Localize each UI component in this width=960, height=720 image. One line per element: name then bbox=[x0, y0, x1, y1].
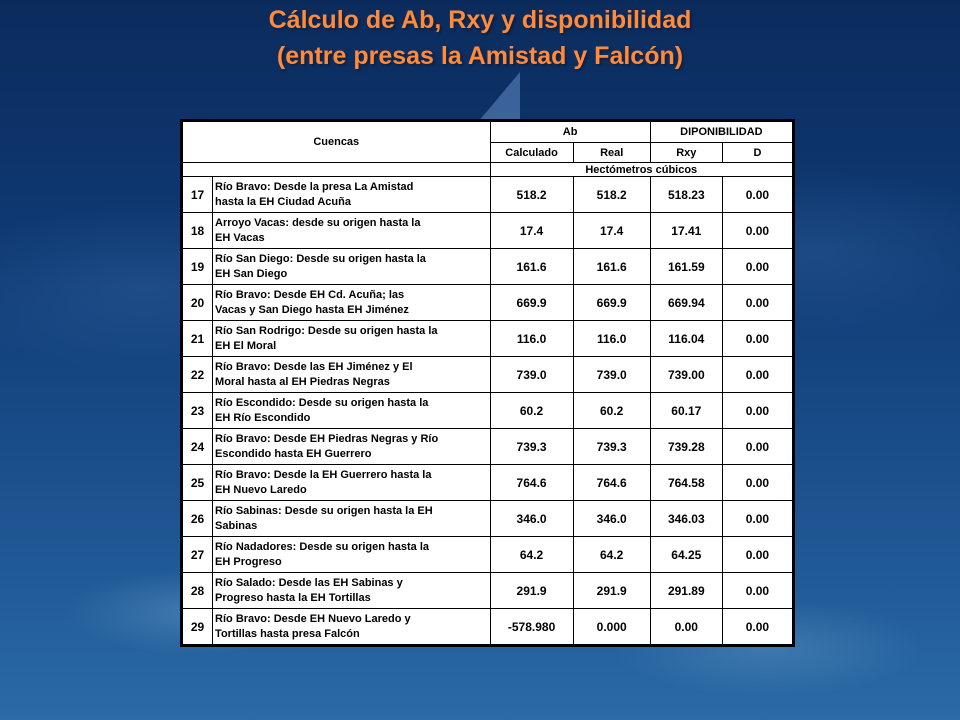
description-line-2: Escondido hasta EH Guerrero bbox=[215, 447, 372, 460]
cell-rxy: 518.23 bbox=[650, 177, 722, 213]
cell-real: 739.3 bbox=[573, 429, 650, 465]
cell-real: 17.4 bbox=[573, 213, 650, 249]
description-line-1: Río Bravo: Desde la EH Guerrero hasta la bbox=[215, 468, 432, 481]
cell-rxy: 17.41 bbox=[650, 213, 722, 249]
description-line-1: Río Nadadores: Desde su origen hasta la bbox=[215, 540, 429, 553]
row-number: 28 bbox=[183, 573, 213, 609]
units-spacer bbox=[183, 163, 491, 177]
row-number: 25 bbox=[183, 465, 213, 501]
row-number: 29 bbox=[183, 609, 213, 645]
description-line-2: Moral hasta al EH Piedras Negras bbox=[215, 375, 390, 388]
description-line-2: Vacas y San Diego hasta EH Jiménez bbox=[215, 303, 409, 316]
cell-rxy: 161.59 bbox=[650, 249, 722, 285]
description-line-1: Río Sabinas: Desde su origen hasta la EH bbox=[215, 504, 433, 517]
cell-d: 0.00 bbox=[722, 213, 792, 249]
header-calculado: Calculado bbox=[490, 143, 573, 163]
description-line-2: EH Progreso bbox=[215, 555, 282, 568]
table-row bbox=[183, 465, 793, 501]
cell-calculado: 669.9 bbox=[490, 285, 573, 321]
table-row bbox=[183, 501, 793, 537]
cell-d: 0.00 bbox=[722, 249, 792, 285]
row-description bbox=[213, 213, 490, 249]
cell-d: 0.00 bbox=[722, 393, 792, 429]
cell-real: 64.2 bbox=[573, 537, 650, 573]
cell-calculado: 60.2 bbox=[490, 393, 573, 429]
row-number: 17 bbox=[183, 177, 213, 213]
cell-d: 0.00 bbox=[722, 357, 792, 393]
row-description bbox=[213, 501, 490, 537]
table-row bbox=[183, 537, 793, 573]
title-line-2: (entre presas la Amistad y Falcón) bbox=[276, 42, 684, 70]
cell-d: 0.00 bbox=[722, 573, 792, 609]
cell-real: 669.9 bbox=[573, 285, 650, 321]
row-number: 19 bbox=[183, 249, 213, 285]
description-line-1: Río Bravo: Desde EH Piedras Negras y Río bbox=[215, 432, 439, 445]
row-number: 26 bbox=[183, 501, 213, 537]
cell-d: 0.00 bbox=[722, 285, 792, 321]
description-line-1: Arroyo Vacas: desde su origen hasta la bbox=[215, 216, 421, 229]
cell-d: 0.00 bbox=[722, 465, 792, 501]
table-row bbox=[183, 213, 793, 249]
description-line-1: Río Bravo: Desde la presa La Amistad bbox=[215, 180, 414, 193]
cell-calculado: 739.0 bbox=[490, 357, 573, 393]
table-row bbox=[183, 393, 793, 429]
row-description bbox=[213, 573, 490, 609]
table-row bbox=[183, 429, 793, 465]
description-line-1: Río Bravo: Desde las EH Jiménez y El bbox=[215, 360, 413, 373]
row-description bbox=[213, 609, 490, 645]
table-row bbox=[183, 285, 793, 321]
cell-rxy: 764.58 bbox=[650, 465, 722, 501]
cell-calculado: 764.6 bbox=[490, 465, 573, 501]
row-number: 18 bbox=[183, 213, 213, 249]
description-line-2: EH Río Escondido bbox=[215, 411, 311, 424]
row-description bbox=[213, 393, 490, 429]
header-disponibilidad: DIPONIBILIDAD bbox=[650, 122, 792, 143]
table-row bbox=[183, 321, 793, 357]
cell-calculado: 116.0 bbox=[490, 321, 573, 357]
cell-real: 764.6 bbox=[573, 465, 650, 501]
cell-calculado: 346.0 bbox=[490, 501, 573, 537]
cell-calculado: 518.2 bbox=[490, 177, 573, 213]
header-cuencas: Cuencas bbox=[183, 122, 491, 163]
cell-calculado: -578.980 bbox=[490, 609, 573, 645]
header-rxy: Rxy bbox=[650, 143, 722, 163]
row-number: 24 bbox=[183, 429, 213, 465]
description-line-1: Río Bravo: Desde EH Cd. Acuña; las bbox=[215, 288, 405, 301]
cell-rxy: 669.94 bbox=[650, 285, 722, 321]
cell-real: 518.2 bbox=[573, 177, 650, 213]
cell-rxy: 116.04 bbox=[650, 321, 722, 357]
cell-rxy: 0.00 bbox=[650, 609, 722, 645]
row-number: 20 bbox=[183, 285, 213, 321]
cell-rxy: 60.17 bbox=[650, 393, 722, 429]
cell-calculado: 291.9 bbox=[490, 573, 573, 609]
cell-d: 0.00 bbox=[722, 501, 792, 537]
table-row bbox=[183, 357, 793, 393]
header-real: Real bbox=[573, 143, 650, 163]
cell-real: 161.6 bbox=[573, 249, 650, 285]
row-description bbox=[213, 465, 490, 501]
description-line-1: Río San Diego: Desde su origen hasta la bbox=[215, 252, 426, 265]
cell-d: 0.00 bbox=[722, 321, 792, 357]
cell-real: 116.0 bbox=[573, 321, 650, 357]
cell-rxy: 739.28 bbox=[650, 429, 722, 465]
description-line-2: EH El Moral bbox=[215, 339, 277, 352]
cell-rxy: 64.25 bbox=[650, 537, 722, 573]
cell-d: 0.00 bbox=[722, 177, 792, 213]
cell-rxy: 291.89 bbox=[650, 573, 722, 609]
cell-real: 739.0 bbox=[573, 357, 650, 393]
row-description bbox=[213, 177, 490, 213]
slide-title bbox=[0, 2, 960, 74]
description-line-1: Río San Rodrigo: Desde su origen hasta la bbox=[215, 324, 438, 337]
cell-d: 0.00 bbox=[722, 537, 792, 573]
cell-real: 60.2 bbox=[573, 393, 650, 429]
table-row bbox=[183, 573, 793, 609]
description-line-2: Progreso hasta la EH Tortillas bbox=[215, 591, 371, 604]
cell-calculado: 17.4 bbox=[490, 213, 573, 249]
table-row bbox=[183, 177, 793, 213]
header-ab: Ab bbox=[490, 122, 650, 143]
row-number: 21 bbox=[183, 321, 213, 357]
description-line-1: Río Bravo: Desde EH Nuevo Laredo y bbox=[215, 612, 411, 625]
availability-table bbox=[180, 119, 795, 647]
description-line-2: hasta la EH Ciudad Acuña bbox=[215, 195, 351, 208]
cell-calculado: 739.3 bbox=[490, 429, 573, 465]
row-number: 22 bbox=[183, 357, 213, 393]
row-description bbox=[213, 285, 490, 321]
row-number: 23 bbox=[183, 393, 213, 429]
description-line-2: EH San Diego bbox=[215, 267, 288, 280]
description-line-2: Tortillas hasta presa Falcón bbox=[215, 627, 360, 640]
cell-calculado: 161.6 bbox=[490, 249, 573, 285]
description-line-1: Río Escondido: Desde su origen hasta la bbox=[215, 396, 429, 409]
row-description bbox=[213, 537, 490, 573]
row-description bbox=[213, 357, 490, 393]
cell-rxy: 346.03 bbox=[650, 501, 722, 537]
header-d: D bbox=[722, 143, 792, 163]
row-number: 27 bbox=[183, 537, 213, 573]
row-description bbox=[213, 249, 490, 285]
row-description bbox=[213, 321, 490, 357]
cell-d: 0.00 bbox=[722, 429, 792, 465]
title-line-1: Cálculo de Ab, Rxy y disponibilidad bbox=[268, 6, 692, 34]
cell-rxy: 739.00 bbox=[650, 357, 722, 393]
row-description bbox=[213, 429, 490, 465]
description-line-2: Sabinas bbox=[215, 519, 258, 532]
decorative-shape bbox=[478, 72, 520, 122]
cell-real: 346.0 bbox=[573, 501, 650, 537]
description-line-2: EH Nuevo Laredo bbox=[215, 483, 307, 496]
cell-calculado: 64.2 bbox=[490, 537, 573, 573]
description-line-2: EH Vacas bbox=[215, 231, 265, 244]
cell-real: 0.000 bbox=[573, 609, 650, 645]
table-row bbox=[183, 609, 793, 645]
description-line-1: Río Salado: Desde las EH Sabinas y bbox=[215, 576, 403, 589]
cell-real: 291.9 bbox=[573, 573, 650, 609]
table-row bbox=[183, 249, 793, 285]
cell-d: 0.00 bbox=[722, 609, 792, 645]
units-label: Hectómetros cúbicos bbox=[490, 163, 793, 177]
